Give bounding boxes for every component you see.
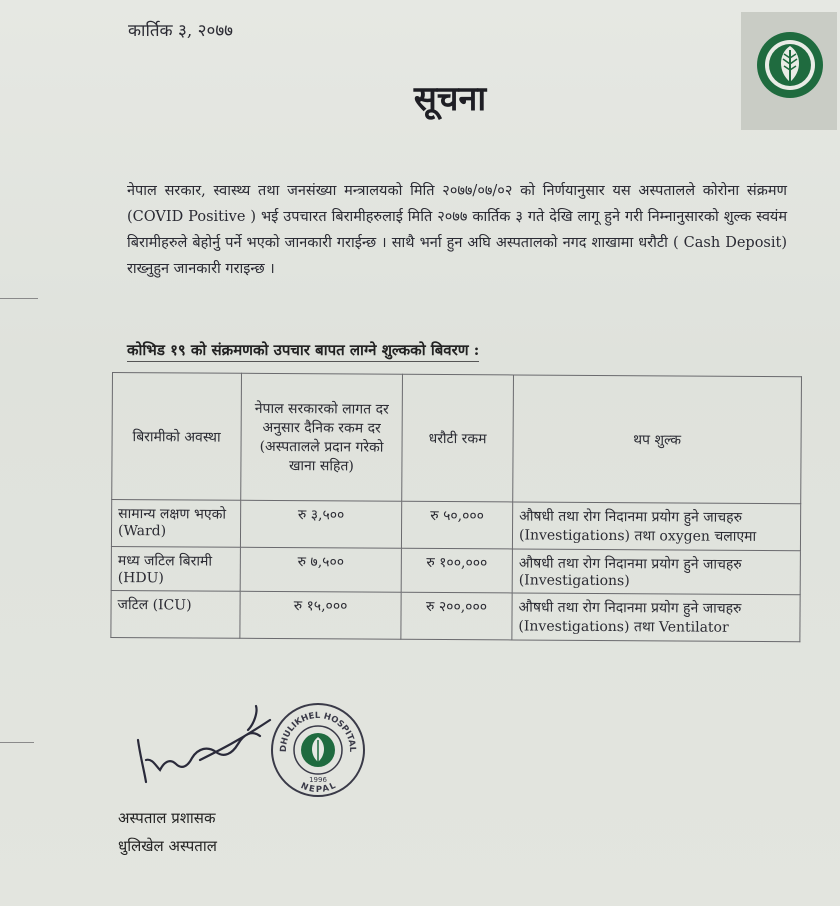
table-header-row — [112, 373, 802, 504]
signatory-title: अस्पताल प्रशासक — [118, 809, 216, 827]
cell-deposit: रु ५०,००० — [401, 501, 512, 549]
table-row — [111, 546, 800, 594]
table-row — [111, 500, 800, 551]
fee-table — [110, 372, 802, 642]
header-condition: बिरामीको अवस्था — [112, 373, 242, 501]
cell-extra-charge: औषधी तथा रोग निदानमा प्रयोग हुने जाचहरु (Investigations) तथा Ventilator — [512, 593, 800, 642]
edge-mark — [0, 742, 34, 743]
table-row — [111, 590, 800, 641]
hospital-seal-icon — [268, 700, 368, 804]
cell-deposit: रु १००,००० — [401, 548, 512, 593]
cell-daily-rate: रु ३,५०० — [240, 500, 401, 548]
notice-date: कार्तिक ३, २०७७ — [128, 21, 234, 41]
stamp-year: 1996 — [309, 776, 327, 784]
cell-extra-charge: औषधी तथा रोग निदानमा प्रयोग हुने जाचहरु (Investigations) तथा oxygen चलाएमा — [512, 502, 800, 551]
header-deposit: धरौटी रकम — [402, 374, 514, 502]
cell-daily-rate: रु १५,००० — [240, 591, 401, 639]
stamp-text-bottom: NEPAL — [298, 780, 338, 796]
stamp-text-top: DHULIKHEL HOSPITAL — [278, 710, 358, 753]
cell-extra-charge: औषधी तथा रोग निदानमा प्रयोग हुने जाचहरु (Investigations) — [512, 549, 800, 595]
cell-deposit: रु २००,००० — [401, 592, 512, 640]
page-title: सूचना — [413, 79, 487, 119]
notice-body: नेपाल सरकार, स्वास्थ्य तथा जनसंख्या मन्त्रालयको मिति २०७७/०७/०२ को निर्णयानुसार यस अस्पतालले कोरोना संक्रमण (COVID Positive ) भई उपचारत बिरामीहरुलाई मिति २०७७ कार्तिक ३ गते देखि लागू हुने गरी निम्नानुसारको शुल्क स्वयंम बिरामीहरुले बेहोर्नु पर्ने भएको जानकारी गराईन्छ । साथै भर्ना हुन अघि अस्पतालको नगद शाखामा धरौटी ( Cash Deposit) राख्नुहुन जानकारी गराइन्छ । — [127, 183, 787, 277]
handwritten-signature-icon — [130, 700, 290, 794]
organization-name: धुलिखेल अस्पताल — [118, 837, 217, 855]
fee-table-heading: कोभिड १९ को संक्रमणको उपचार बापत लाग्ने शुल्कको बिवरण : — [127, 340, 479, 362]
header-daily-rate: नेपाल सरकारको लागत दर अनुसार दैनिक रकम दर (अस्पतालले प्रदान गरेको खाना सहित) — [241, 373, 403, 501]
cell-daily-rate: रु ७,५०० — [240, 547, 401, 592]
header-extra-charge: थप शुल्क — [513, 375, 802, 504]
cell-condition: मध्य जटिल बिरामी (HDU) — [111, 546, 240, 591]
cell-condition: सामान्य लक्षण भएको (Ward) — [111, 500, 240, 548]
edge-mark — [0, 298, 38, 299]
cell-condition: जटिल (ICU) — [111, 590, 240, 638]
